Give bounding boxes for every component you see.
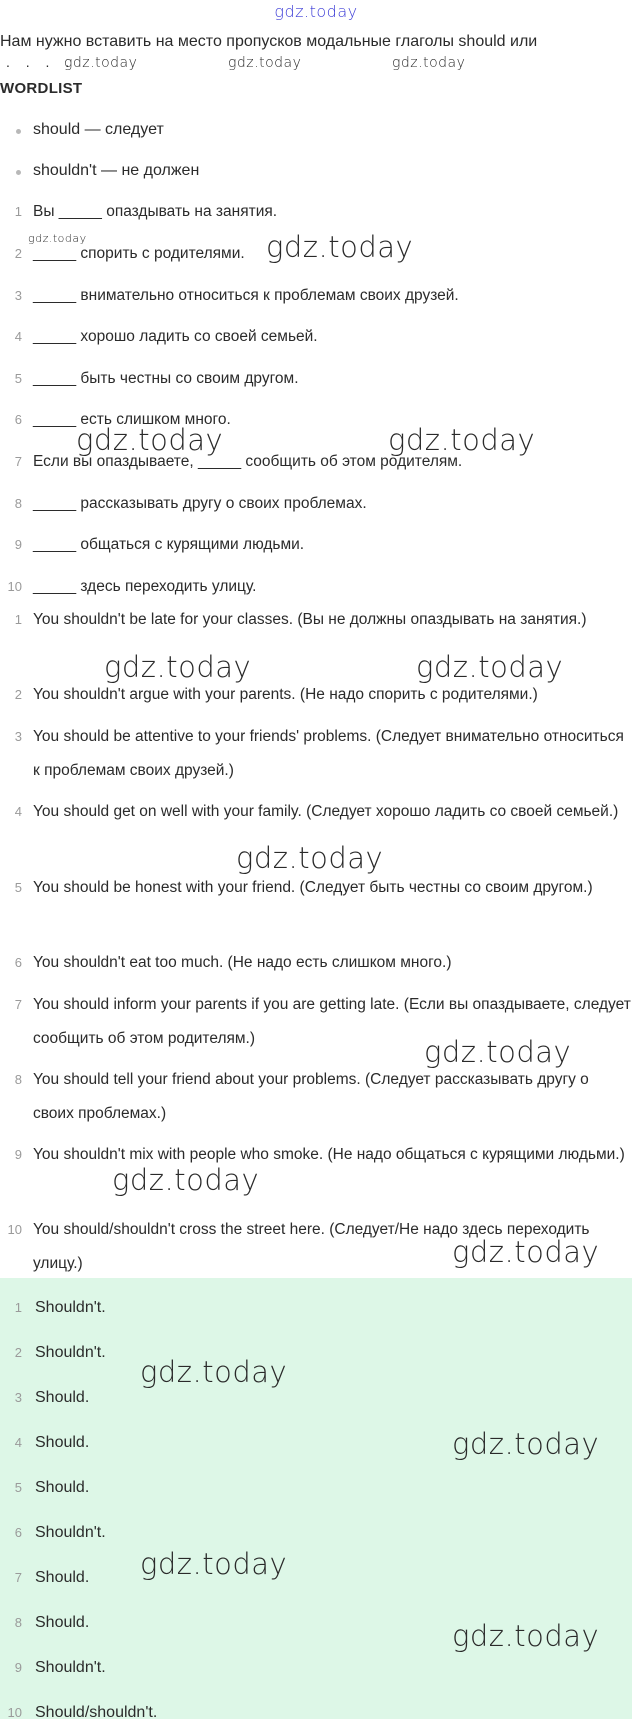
question-text: _____ внимательно относиться к проблемам своих друзей. [33, 287, 459, 304]
short-answer-number: 5 [14, 1480, 22, 1495]
watermark: gdz.today [140, 1547, 288, 1581]
question-text: _____ хорошо ладить со своей семьей. [33, 328, 318, 345]
question-text: _____ рассказывать другу о своих проблемах. [33, 495, 367, 512]
short-answer-number: 6 [14, 1525, 22, 1540]
short-answer-number: 7 [14, 1570, 22, 1585]
short-answer-number: 10 [7, 1705, 22, 1720]
question-number: 5 [14, 371, 22, 386]
watermark: gdz.today [140, 1355, 288, 1389]
question-number: 6 [14, 412, 22, 427]
watermark: gdz.today [424, 1035, 572, 1069]
answer-number: 7 [14, 997, 22, 1012]
answer-number: 8 [14, 1072, 22, 1087]
question-text: _____ быть честны со своим другом. [33, 370, 299, 387]
short-answer-text: Should. [35, 1614, 90, 1631]
answer-text: You should be honest with your friend. (Следует быть честны со своим другом.) [33, 879, 593, 896]
question-number: 7 [14, 454, 22, 469]
question-text: _____ общаться с курящими людьми. [33, 536, 305, 553]
question-number: 4 [14, 329, 22, 344]
question-text: Если вы опаздываете, _____ сообщить об этом родителям. [33, 453, 463, 470]
answer-number: 2 [14, 687, 22, 702]
watermark: gdz.today [416, 650, 564, 684]
wordlist-title: WORDLIST [0, 80, 83, 97]
question-number: 8 [14, 496, 22, 511]
wordlist-item: should — следует [0, 120, 199, 161]
watermark: gdz.today [452, 1619, 600, 1653]
answer-text: You shouldn't argue with your parents. (Не надо спорить с родителями.) [33, 686, 538, 703]
short-answer-number: 3 [14, 1390, 22, 1405]
question-text: _____ здесь переходить улицу. [33, 578, 257, 595]
answer-number: 3 [14, 729, 22, 744]
answer-text: You should inform your parents if you are getting late. (Если вы опаздываете, следует сообщить об этом родителям.) [33, 996, 631, 1047]
answer-text: You shouldn't be late for your classes. (Вы не должны опаздывать на занятия.) [33, 611, 587, 628]
watermark-top: gdz.today [274, 2, 358, 21]
question-text: _____ спорить с родителями. [33, 245, 245, 262]
answer-text: You shouldn't mix with people who smoke. (Не надо общаться с курящими людьми.) [33, 1146, 625, 1163]
short-answer-text: Should. [35, 1389, 90, 1406]
wordlist [0, 120, 199, 202]
short-answer-text: Should/shouldn't. [35, 1704, 158, 1721]
answer-number: 4 [14, 804, 22, 819]
short-answer-number: 2 [14, 1345, 22, 1360]
short-answer-text: Should. [35, 1569, 90, 1586]
short-answer-text: Shouldn't. [35, 1659, 106, 1676]
wordlist-item: shouldn't — не должен [0, 161, 199, 202]
answer-text: You should get on well with your family. (Следует хорошо ладить со своей семьей.) [33, 803, 619, 820]
answer-text: You should/shouldn't cross the street here. (Следует/Не надо здесь переходить улицу.) [33, 1221, 590, 1272]
watermark: gdz.today [112, 1163, 260, 1197]
answer-text: You shouldn't eat too much. (Не надо есть слишком много.) [33, 954, 452, 971]
watermark: gdz.today [76, 423, 224, 457]
short-answer-text: Shouldn't. [35, 1524, 106, 1541]
short-answer-text: Should. [35, 1434, 90, 1451]
watermark: gdz.today [452, 1427, 600, 1461]
watermark: gdz.today [228, 55, 302, 71]
watermark: gdz.today [104, 650, 252, 684]
intro-dots: . . . . [6, 54, 76, 70]
watermark: gdz.today [236, 841, 384, 875]
answer-number: 6 [14, 955, 22, 970]
short-answer-number: 4 [14, 1435, 22, 1450]
answer-number: 5 [14, 880, 22, 895]
watermark: gdz.today [388, 423, 536, 457]
question-number: 3 [14, 288, 22, 303]
watermark: gdz.today [28, 232, 87, 245]
answer-number: 10 [7, 1222, 22, 1237]
answer-number: 1 [14, 612, 22, 627]
short-answer-text: Shouldn't. [35, 1344, 106, 1361]
short-answer-number: 9 [14, 1660, 22, 1675]
short-answer-number: 8 [14, 1615, 22, 1630]
question-text: _____ есть слишком много. [33, 411, 231, 428]
question-number: 10 [7, 579, 22, 594]
short-answer-text: Should. [35, 1479, 90, 1496]
watermark: gdz.today [266, 230, 414, 264]
watermark: gdz.today [392, 55, 466, 71]
short-answer-number: 1 [14, 1300, 22, 1315]
answer-text: You should tell your friend about your problems. (Следует рассказывать другу о своих проблемах.) [33, 1071, 589, 1122]
short-answer-text: Shouldn't. [35, 1299, 106, 1316]
watermark: gdz.today [452, 1235, 600, 1269]
task-intro: Нам нужно вставить на место пропусков модальные глаголы should или [0, 33, 538, 50]
question-number: 9 [14, 537, 22, 552]
question-text: Вы _____ опаздывать на занятия. [33, 203, 278, 220]
question-number: 2 [14, 246, 22, 261]
answer-number: 9 [14, 1147, 22, 1162]
question-number: 1 [14, 204, 22, 219]
answer-text: You should be attentive to your friends' problems. (Следует внимательно относиться к проблемам своих друзей.) [33, 728, 624, 779]
watermark: gdz.today [64, 55, 138, 71]
